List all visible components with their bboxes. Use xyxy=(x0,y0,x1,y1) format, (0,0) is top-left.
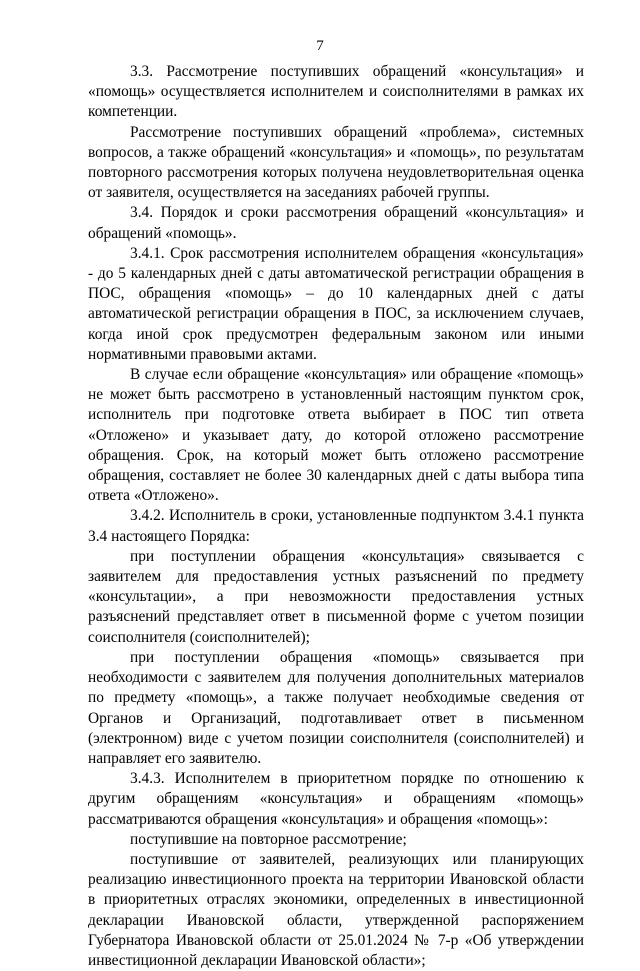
paragraph-repeat-review-item: поступившие на повторное рассмотрение; xyxy=(130,830,407,848)
paragraph-investors-item: поступившие от заявителей, реализующих или планирующих реализацию инвестиционного проекта на территории Ивановской области в приоритетных отраслях экономики, определенных в инвестиционной декларации Ивановской области, утвержденной распоряжением Губернатора Ивановской области от 25.01.2024 № 7-р «Об утверждении инвестиционной декларации Ивановской области»; xyxy=(88,850,584,969)
page-number: 7 xyxy=(316,38,324,54)
paragraph-3-4: 3.4. Порядок и сроки рассмотрения обращений «консультация» и обращений «помощь». xyxy=(88,204,584,242)
paragraph-3-4-2: 3.4.2. Исполнитель в сроки, установленные подпунктом 3.4.1 пункта 3.4 настоящего Порядка: xyxy=(88,507,584,545)
paragraph-review-problem: Рассмотрение поступивших обращений «проблема», системных вопросов, а также обращений «консультация» и «помощь», по результатам повторного рассмотрения которых получена неудовлетворительная оценка от заявителя, осуществляется на заседаниях рабочей группы. xyxy=(88,123,584,202)
paragraph-3-4-3: 3.4.3. Исполнителем в приоритетном порядке по отношению к другим обращениям «консультация» и обращениям «помощь» рассматриваются обращения «консультация» и обращения «помощь»: xyxy=(88,770,584,828)
paragraph-postponed: В случае если обращение «консультация» или обращение «помощь» не может быть рассмотрено в установленный настоящим пунктом срок, исполнитель при подготовке ответа выбирает в ПОС тип ответа «Отложено» и указывает дату, до которой отложено рассмотрение обращения. Срок, на который может быть отложено рассмотрение обращения, составляет не более 30 календарных дней с даты выбора типа ответа «Отложено». xyxy=(88,366,584,505)
document-body xyxy=(88,62,584,971)
paragraph-consultation-item: при поступлении обращения «консультация» связывается с заявителем для предоставления устных разъяснений по предмету «консультации», а при невозможности предоставления устных разъяснений представляет ответ в письменной форме с учетом позиции соисполнителя (соисполнителей); xyxy=(88,547,584,646)
paragraph-help-item: при поступлении обращения «помощь» связывается при необходимости с заявителем для получения дополнительных материалов по предмету «помощь», а также получает необходимые сведения от Органов и Организаций, подготавливает ответ в письменном (электронном) виде с учетом позиции соисполнителя (соисполнителей) и направляет его заявителю. xyxy=(88,648,584,767)
paragraph-3-4-1: 3.4.1. Срок рассмотрения исполнителем обращения «консультация» - до 5 календарных дней с даты автоматической регистрации обращения в ПОС, обращения «помощь» – до 10 календарных дней с даты автоматической регистрации обращения в ПОС, за исключением случаев, когда иной срок предусмотрен федеральным законом или иными нормативными правовыми актами. xyxy=(88,244,584,363)
paragraph-3-3: 3.3. Рассмотрение поступивших обращений «консультация» и «помощь» осуществляется исполнителем и соисполнителями в рамках их компетенции. xyxy=(88,63,584,121)
